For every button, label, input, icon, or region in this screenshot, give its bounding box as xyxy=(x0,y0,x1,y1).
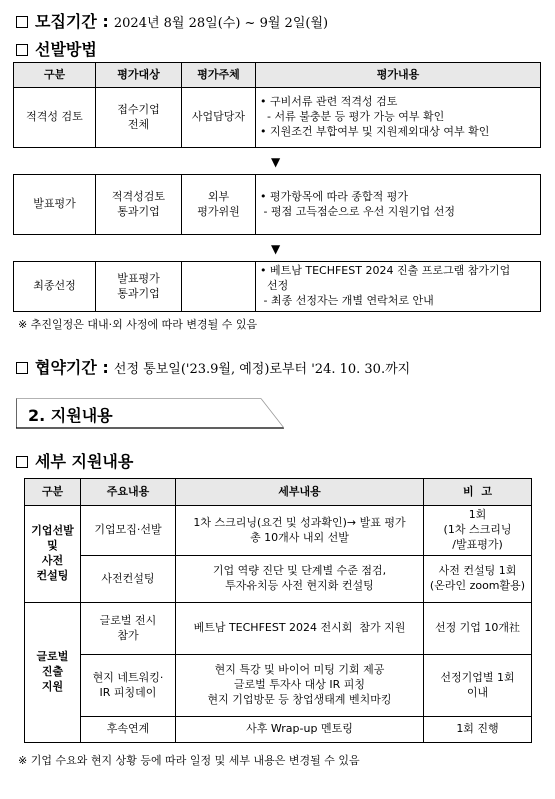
cell-content: • 평가항목에 따라 종합적 평가 - 평점 고득점순으로 우선 지원기업 선정 xyxy=(256,175,541,235)
col-header: 평가대상 xyxy=(96,63,182,88)
selection-table-3 xyxy=(13,261,541,312)
contract-value: 선정 통보일('23.9월, 예정)로부터 '24. 10. 30.까지 xyxy=(113,362,411,377)
cell-target: 접수기업 전체 xyxy=(96,88,182,148)
table-row xyxy=(14,88,541,148)
support-table xyxy=(24,478,532,743)
cell-category: 적격성 검토 xyxy=(14,88,96,148)
checkbox-square-icon xyxy=(16,362,28,374)
checkbox-square-icon xyxy=(16,456,28,468)
cell-main: 글로벌 전시 참가 xyxy=(81,603,176,655)
table-row xyxy=(14,175,541,235)
group-cell: 글로벌 진출 지원 xyxy=(25,603,81,743)
table-row xyxy=(14,262,541,312)
cell-detail: 베트남 TECHFEST 2024 전시회 참가 지원 xyxy=(176,603,424,655)
table-row xyxy=(25,603,532,655)
cell-evaluator: 사업담당자 xyxy=(182,88,256,148)
selection-table-1 xyxy=(13,62,541,148)
col-header: 세부내용 xyxy=(176,479,424,506)
checkbox-square-icon xyxy=(16,16,28,28)
cell-content: • 구비서류 관련 적격성 검토 - 서류 불충분 등 평가 가능 여부 확인 • 지원조건 부합여부 및 지원제외대상 여부 확인 xyxy=(256,88,541,148)
recruit-label: 모집기간 : xyxy=(35,12,109,31)
table-row xyxy=(25,655,532,717)
group-cell: 기업선발 및 사전 컨설팅 xyxy=(25,506,81,603)
cell-evaluator xyxy=(182,262,256,312)
table-row xyxy=(25,717,532,743)
cell-note: 1회 (1차 스크리닝 /발표평가) xyxy=(424,506,532,556)
recruit-value: 2024년 8월 28일(수) ~ 9월 2일(월) xyxy=(113,16,329,31)
cell-detail: 현지 특강 및 바이어 미팅 기회 제공 글로벌 투자사 대상 IR 피칭 현지 기업방문 등 창업생태계 벤치마킹 xyxy=(176,655,424,717)
cell-category: 최종선정 xyxy=(14,262,96,312)
cell-detail: 기업 역량 진단 및 단계별 수준 점검, 투자유치등 사전 현지화 컨설팅 xyxy=(176,556,424,603)
col-header: 평가주체 xyxy=(182,63,256,88)
col-header: 평가내용 xyxy=(256,63,541,88)
down-arrow-icon: ▼ xyxy=(271,242,281,256)
cell-detail: 1차 스크리닝(요건 및 성과확인)→ 발표 평가 총 10개사 내외 선발 xyxy=(176,506,424,556)
cell-main: 후속연계 xyxy=(81,717,176,743)
cell-category: 발표평가 xyxy=(14,175,96,235)
selection-heading: 선발방법 xyxy=(16,37,97,60)
checkbox-square-icon xyxy=(16,44,28,56)
table-row xyxy=(25,556,532,603)
contract-period xyxy=(16,355,410,378)
schedule-note: ※ 추진일정은 대내·외 사정에 따라 변경될 수 있음 xyxy=(18,318,258,331)
support-note: ※ 기업 수요와 현지 상황 등에 따라 일정 및 세부 내용은 변경될 수 있음 xyxy=(18,754,360,767)
section-header xyxy=(16,398,284,429)
cell-main: 기업모집·선발 xyxy=(81,506,176,556)
detail-heading: 세부 지원내용 xyxy=(16,449,133,472)
cell-detail: 사후 Wrap-up 멘토링 xyxy=(176,717,424,743)
cell-target: 발표평가 통과기업 xyxy=(96,262,182,312)
table-row xyxy=(25,506,532,556)
down-arrow-icon: ▼ xyxy=(271,155,281,169)
recruit-period xyxy=(16,9,328,32)
selection-table-2 xyxy=(13,174,541,235)
col-header: 구분 xyxy=(25,479,81,506)
cell-target: 적격성검토 통과기업 xyxy=(96,175,182,235)
cell-evaluator: 외부 평가위원 xyxy=(182,175,256,235)
cell-note: 선정기업별 1회 이내 xyxy=(424,655,532,717)
contract-label: 협약기간 : xyxy=(35,358,109,377)
cell-note: 선정 기업 10개社 xyxy=(424,603,532,655)
col-header: 비 고 xyxy=(424,479,532,506)
cell-content: • 베트남 TECHFEST 2024 진출 프로그램 참가기업 선정 - 최종 선정자는 개별 연락처로 안내 xyxy=(256,262,541,312)
cell-main: 사전컨설팅 xyxy=(81,556,176,603)
section-title: 2. 지원내용 xyxy=(28,406,113,425)
cell-main: 현지 네트워킹· IR 피칭데이 xyxy=(81,655,176,717)
cell-note: 사전 컨설팅 1회 (온라인 zoom활용) xyxy=(424,556,532,603)
col-header: 구분 xyxy=(14,63,96,88)
col-header: 주요내용 xyxy=(81,479,176,506)
cell-note: 1회 진행 xyxy=(424,717,532,743)
